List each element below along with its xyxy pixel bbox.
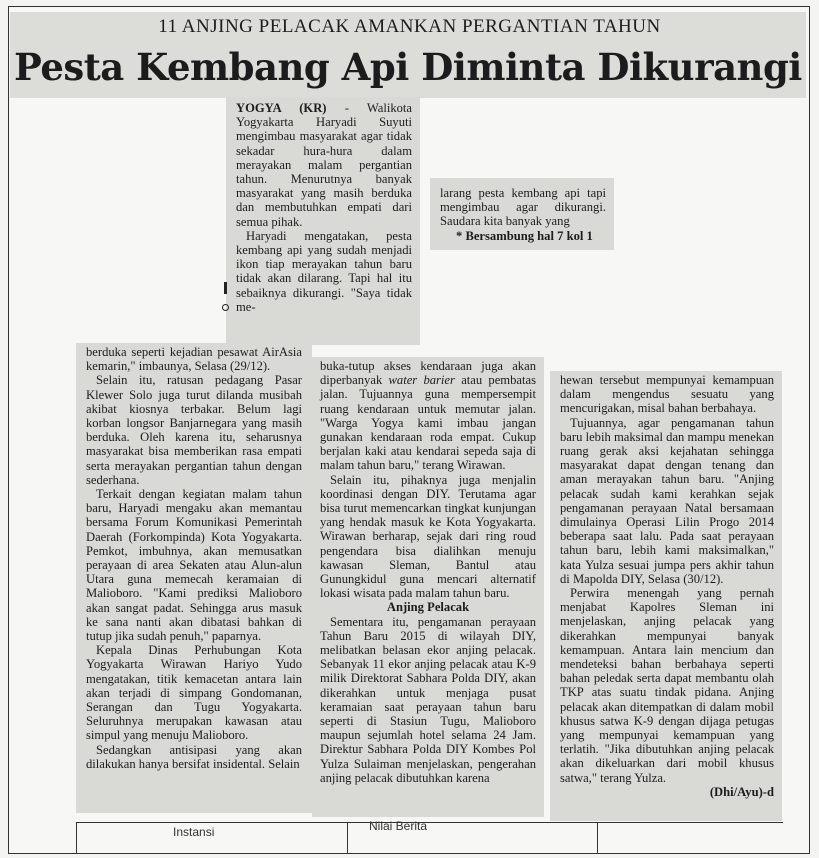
form-divider bbox=[597, 823, 598, 853]
continuation-text: larang pesta kembang api tapi mengimbau agar dikurangi. Saudara kita banyak yang bbox=[440, 186, 606, 229]
col1-paragraph-2: Selain itu, ratusan pedagang Pasar Klewer Solo juga turut dilanda musibah akibat kiosnya terbakar. Belum lagi korban longsor Banjarnegara yang masih berduka. Oleh karena itu, seharusnya masyarakat bisa memberikan rasa empati serta merayakan pergantian tahun dengan sederhana. bbox=[86, 373, 302, 487]
dateline: YOGYA (KR) bbox=[236, 101, 327, 115]
signoff: (Dhi/Ayu)-d bbox=[709, 784, 774, 799]
lead-text-1: - Walikota Yogyakarta Haryadi Suyuti mengimbau masyarakat agar tidak sekadar hura-hura dalam merayakan malam pergantian tahun. Menurutnya banyak masyarakat yang masih berduka dan membutuhkan empati dari semua pihak. bbox=[236, 101, 413, 229]
body-column-3 bbox=[550, 371, 782, 821]
col1-paragraph-3: Terkait dengan kegiatan malam tahun baru, Haryadi mengaku akan memantau bersama Forum Komunikasi Pemerintah Daerah (Forkompinda) Kota Yogyakarta. Pemkot, imbuhnya, akan memusatkan perayaan di area Sekaten atau Alun-alun Utara guna memecah keramaian di Malioboro. "Kami prediksi Malioboro akan sangat padat. Sehingga arus masuk ke sana nanti akan dibatasi bahkan di tutup jika sudah penuh," paparnya. bbox=[86, 487, 302, 644]
col3-paragraph-2: Tujuannya, agar pengamanan tahun baru lebih maksimal dan mampu menekan ruang gerak aksi kejahatan sehingga masyarakat dapat dengan tenang dan aman merayakan tahun baru. "Anjing pelacak sudah kami kerahkan sejak pengamanan perayaan Natal bersamaan dimulainya Operasi Lilin Progo 2014 beberapa saat lalu. Pada saat perayaan tahun baru, lebih kami maksimalkan," kata Yulza sesuai jumpa pers akhir tahun di Mapolda DIY, Selasa (30/12). bbox=[560, 415, 774, 586]
instansi-label: Instansi bbox=[173, 825, 215, 839]
col2-text-before-italic: buka-tutup akses kendaraan juga akan diperbanyak bbox=[320, 359, 536, 388]
col2-text-after-italic: atau pembatas jalan. Tujuannya guna mempersempit ruang kendaraan untuk memutar jalan. "Warga Yogya kami imbau jangan gunakan kendaraan roda empat. Cukup berjalan kaki atau kendarai sepeda saja di malam tahun baru," terang Wirawan. bbox=[320, 373, 536, 473]
col3-paragraph-3: Perwira menengah yang pernah menjabat Kapolres Sleman ini menjelaskan, anjing pelacak yang dikerahkan mempunyai banyak kemampuan. Antara lain mencium dan mendeteksi bahan berbahaya seperti bahan peledak serta dapat membantu olah TKP atas suatu tindak pidana. Anjing pelacak akan ditempatkan di dalam mobil khusus satwa K-9 dengan dijaga petugas yang mempunyai kemampuan yang terlatih. "Jika dibutuhkan anjing pelacak akan dikeluarkan dari mobil khusus satwa," terang Yulza. bbox=[560, 586, 774, 785]
col1-paragraph-1: berduka seperti kejadian pesawat AirAsia kemarin," imbaunya, Selasa (29/12). bbox=[86, 345, 302, 374]
body-column-2 bbox=[312, 357, 544, 817]
lead-column bbox=[226, 97, 420, 345]
continuation-box bbox=[430, 178, 614, 250]
clipping-form-table bbox=[76, 819, 783, 853]
margin-tick-mark bbox=[224, 282, 227, 294]
col3-paragraph-1: hewan tersebut mempunyai kemampuan dalam mengendus sesuatu yang mencurigakan, misal bahan berbahaya. bbox=[560, 373, 774, 416]
body-column-1 bbox=[76, 343, 312, 813]
lead-paragraph-1 bbox=[236, 101, 412, 229]
col2-paragraph-1 bbox=[320, 359, 536, 473]
headline: Pesta Kembang Api Diminta Dikurangi bbox=[14, 45, 802, 89]
margin-hole-mark bbox=[222, 304, 229, 311]
lead-paragraph-2: Haryadi mengatakan, pesta kembang api yang sudah menjadi ikon tiap merayakan tahun baru tidak akan dilarang. Tapi hal itu sebaiknya dikurangi. "Saya tidak me- bbox=[236, 228, 412, 314]
kicker: 11 ANJING PELACAK AMANKAN PERGANTIAN TAHUN bbox=[158, 16, 661, 37]
form-divider bbox=[347, 823, 348, 853]
nilai-berita-label: Nilai Berita bbox=[369, 819, 428, 833]
jump-label: * Bersambung hal 7 kol 1 bbox=[456, 228, 593, 243]
subhead: Anjing Pelacak bbox=[386, 600, 470, 615]
col2-paragraph-3: Sementara itu, pengamanan perayaan Tahun Baru 2015 di wilayah DIY, melibatkan belasan ekor anjing pelacak. Sebanyak 11 ekor anjing pelacak atau K-9 milik Direktorat Sabhara Polda DIY, akan dikerahkan untuk menjaga pusat keramaian saat perayaan tahun baru seperti di Stasiun Tugu, Malioboro maupun sejumlah hotel selama 24 Jam. Direktur Sabhara Polda DIY Kombes Pol Yulza Sulaiman menjelaskan, pengerahan anjing pelacak dibutuhkan karena bbox=[320, 614, 536, 785]
col2-paragraph-2: Selain itu, pihaknya juga menjalin koordinasi dengan DIY. Terutama agar bisa turut memencarkan tingkat kunjungan yang hendak masuk ke Kota Yogyakarta. Wirawan berharap, sejak dari ring roud pengendara bisa dialihkan menuju kawasan Sleman, Bantul atau Gunungkidul guna mencari alternatif lokasi wisata pada malam tahun baru. bbox=[320, 472, 536, 601]
col2-italic-term: water barier bbox=[388, 373, 455, 388]
col1-paragraph-4: Kepala Dinas Perhubungan Kota Yogyakarta Wirawan Hariyo Yudo mengatakan, titik kemacetan antara lain akan terjadi di simpang Gondomanan, Serangan dan Tugu Yogyakarta. Seluruhnya merupakan kawasan atau simpul yang menuju Malioboro. bbox=[86, 643, 302, 743]
col1-paragraph-5: Sedangkan antisipasi yang akan dilakukan hanya bersifat insidental. Selain bbox=[86, 742, 302, 771]
